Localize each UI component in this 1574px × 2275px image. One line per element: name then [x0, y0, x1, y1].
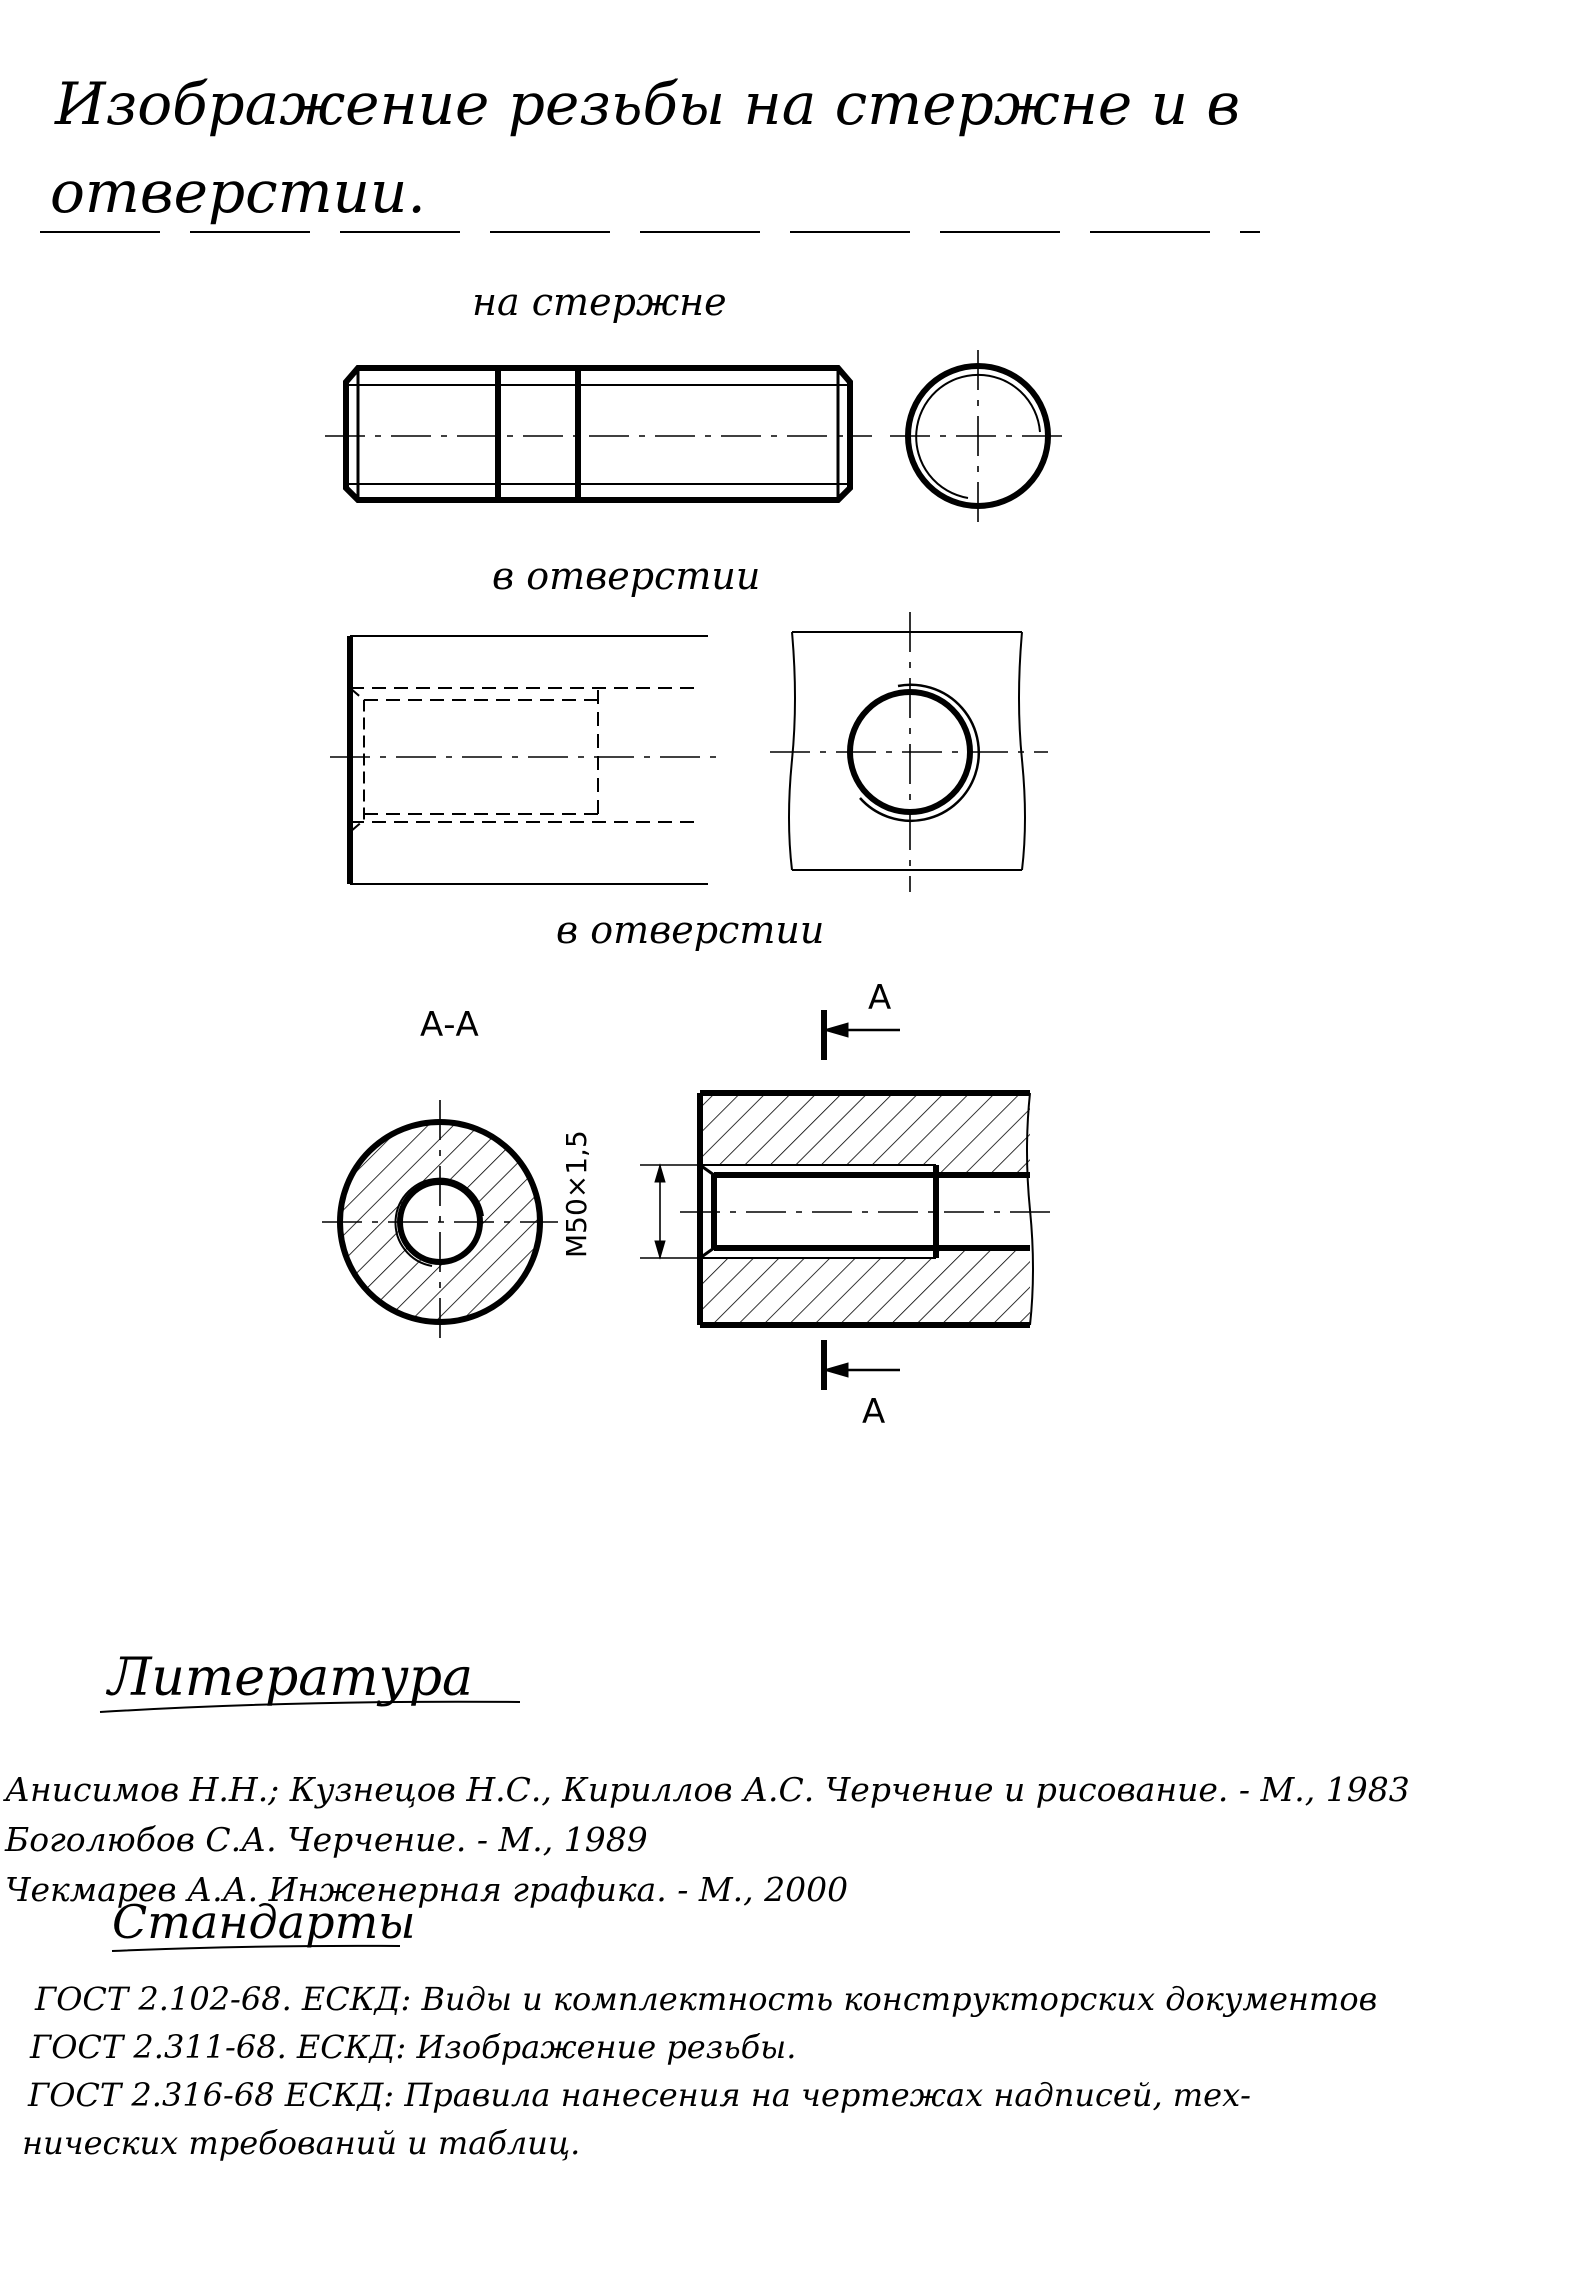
section-arrow-top-label: А: [868, 978, 892, 1018]
caption-rod: на стержне: [472, 280, 727, 324]
section-cut-view: [640, 1093, 1058, 1325]
literature-item-1: Анисимов Н.Н.; Кузнецов Н.С., Кириллов А.С. Черчение и рисование. - М., 1983: [5, 1770, 1410, 1809]
literature-item-3: Чекмарев А.А. Инженерная графика. - М., 2000: [5, 1870, 849, 1909]
rod-end-view: [890, 350, 1070, 525]
hole-end-view: [770, 612, 1048, 892]
section-label: А-А: [420, 1005, 479, 1045]
caption-hole-1: в отверстии: [492, 554, 761, 598]
standards-item-1: ГОСТ 2.102-68. ЕСКД: Виды и комплектность конструкторских документов: [35, 1980, 1378, 2018]
section-arrow-bottom: [824, 1340, 900, 1390]
standards-item-2: ГОСТ 2.311-68. ЕСКД: Изображение резьбы.: [30, 2028, 797, 2066]
standards-item-4: нических требований и таблиц.: [22, 2124, 581, 2162]
literature-item-2: Боголюбов С.А. Черчение. - М., 1989: [5, 1820, 648, 1859]
standards-item-3: ГОСТ 2.316-68 ЕСКД: Правила нанесения на чертежах надписей, тех-: [28, 2076, 1251, 2114]
literature-heading: Литература: [108, 1648, 474, 1708]
page-title-line-1: Изображение резьбы на стержне и в: [55, 70, 1241, 138]
thread-dimension-label: М50×1,5: [560, 1130, 593, 1258]
section-circle-view: [322, 1100, 558, 1345]
page-title-line-2: отверстии.: [50, 158, 426, 226]
rod-side-view: [325, 368, 872, 500]
hole-side-view: [330, 636, 722, 884]
section-arrow-bottom-label: А: [862, 1392, 886, 1432]
standards-heading: Стандарты: [112, 1895, 416, 1949]
caption-hole-2: в отверстии: [556, 908, 825, 952]
